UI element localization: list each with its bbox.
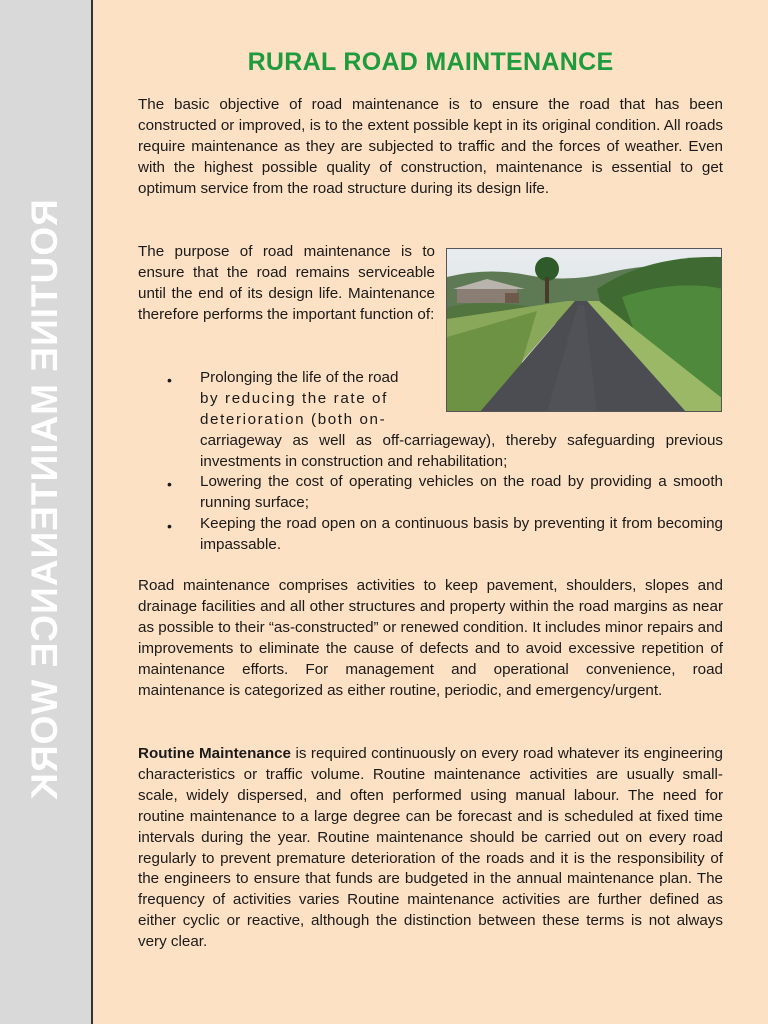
document-page	[91, 0, 768, 1024]
sidebar-band	[0, 0, 91, 1024]
bullet-1-line-3: deterioration (both on-	[200, 411, 387, 428]
bullet-1-continuation: carriageway as well as off-carriageway), thereby safeguarding previous investments in construction and rehabilitation;	[200, 432, 723, 470]
bullet-3: Keeping the road open on a continuous basis by preventing it from becoming impassable.	[200, 515, 723, 553]
bullet-1-line-1: Prolonging the life of the road	[200, 369, 399, 386]
sidebar-label: ROUTINE MAINTENANCE WORK	[24, 199, 65, 801]
bullet-glyph: •	[167, 518, 172, 534]
routine-maintenance-body: is required continuously on every road whatever its engineering characteristics or traffic volume. Routine maintenance activities are usually small-scale, widely dispersed, and often performed using manual labour. The need for routine maintenance to a large degree can be forecast and is scheduled at fixed time intervals during the year. Routine maintenance should be carried out on every road regularly to prevent premature deterioration of the roads and it is the responsibility of the engineers to ensure that funds are budgeted in the annual maintenance plan. The frequency of activities varies Routine maintenance activities are further defined as either cyclic or reactive, although the distinction between these terms is not always very clear.	[138, 745, 723, 951]
bullet-glyph: •	[167, 476, 172, 492]
bullet-1-line-2: by reducing the rate of	[200, 390, 388, 407]
purpose-paragraph: The purpose of road maintenance is to ensure that the road remains serviceable until the end of its design life. Maintenance therefore performs the important function of:	[138, 243, 435, 323]
routine-maintenance-term: Routine Maintenance	[138, 745, 291, 762]
bullet-2: Lowering the cost of operating vehicles on the road by providing a smooth running surface;	[200, 473, 723, 511]
road-photo	[446, 248, 722, 412]
road-photo-image	[447, 249, 722, 412]
definition-paragraph: Road maintenance comprises activities to keep pavement, shoulders, slopes and drainage facilities and all other structures and property within the road margins as near as possible to their “as-constructed” or renewed condition. It includes minor repairs and improvements to eliminate the cause of defects and to avoid excessive repetition of maintenance efforts. For management and operational convenience, road maintenance is categorized as either routine, periodic, and emergency/urgent.	[138, 577, 724, 699]
bullet-glyph: •	[167, 372, 172, 388]
routine-maintenance-paragraph	[138, 744, 723, 953]
intro-paragraph: The basic objective of road maintenance is to ensure the road that has been constructed or improved, is to the extent possible kept in its original condition. All roads require maintenance as they are subjected to traffic and the forces of weather. Even with the highest possible quality of construction, maintenance is essential to get optimum service from the road structure during its design life.	[138, 96, 723, 197]
page-title: RURAL ROAD MAINTENANCE	[247, 48, 614, 76]
